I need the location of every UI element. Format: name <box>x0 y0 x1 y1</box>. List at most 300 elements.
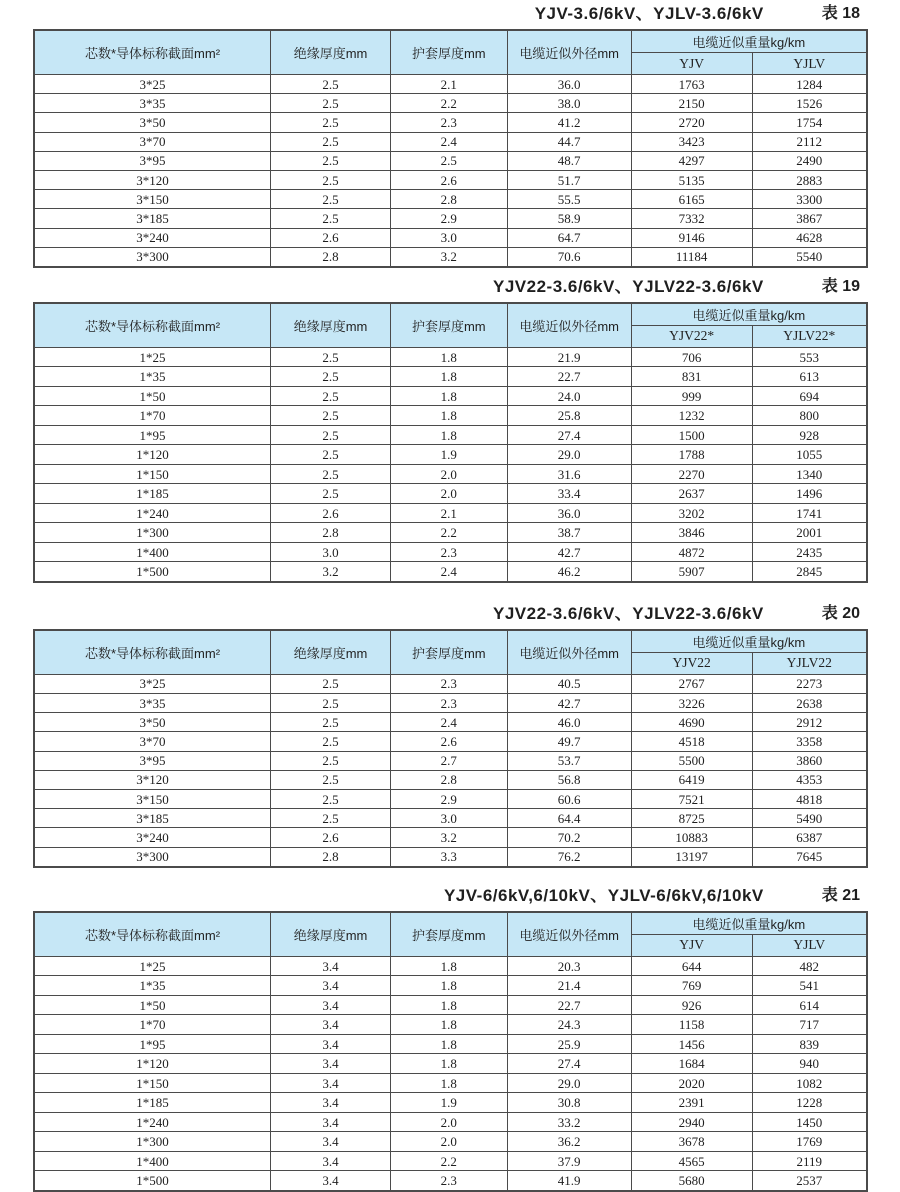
table-cell: 1*240 <box>34 1112 271 1132</box>
table-cell: 27.4 <box>507 1054 631 1074</box>
table-cell: 2.0 <box>391 484 508 504</box>
table-cell: 3*150 <box>34 190 271 209</box>
table-cell: 1496 <box>752 484 867 504</box>
table-cell: 8725 <box>631 809 752 828</box>
col-header-diameter: 电缆近似外径mm <box>507 630 631 675</box>
table-row <box>34 464 867 484</box>
table-cell: 13197 <box>631 847 752 867</box>
table-cell: 21.9 <box>507 347 631 367</box>
table-cell: 800 <box>752 406 867 426</box>
table-cell: 1.8 <box>391 347 508 367</box>
table-cell: 70.6 <box>507 247 631 267</box>
table-row <box>34 1151 867 1171</box>
table-cell: 41.2 <box>507 113 631 132</box>
table-cell: 41.9 <box>507 1171 631 1191</box>
table-cell: 11184 <box>631 247 752 267</box>
table-cell: 644 <box>631 956 752 976</box>
table-row <box>34 132 867 151</box>
table-cell: 22.7 <box>507 995 631 1015</box>
table-row <box>34 809 867 828</box>
table-cell: 2.5 <box>271 790 391 809</box>
col-header-diameter: 电缆近似外径mm <box>507 912 631 957</box>
cable-spec-table <box>33 29 868 268</box>
table-cell: 38.0 <box>507 94 631 113</box>
table-cell: 553 <box>752 347 867 367</box>
table-row <box>34 425 867 445</box>
table-cell: 3358 <box>752 732 867 751</box>
table-row <box>34 170 867 189</box>
cable-table-section-19 <box>33 276 868 583</box>
table-cell: 3*120 <box>34 770 271 789</box>
table-cell: 2.5 <box>271 809 391 828</box>
table-cell: 940 <box>752 1054 867 1074</box>
table-cell: 3678 <box>631 1132 752 1152</box>
table-cell: 1158 <box>631 1015 752 1035</box>
table-row <box>34 113 867 132</box>
table-cell: 2.9 <box>391 790 508 809</box>
table-cell: 1*50 <box>34 995 271 1015</box>
table-cell: 1769 <box>752 1132 867 1152</box>
table-cell: 9146 <box>631 228 752 247</box>
table-cell: 2.5 <box>271 751 391 770</box>
table-cell: 2.0 <box>391 1132 508 1152</box>
table-cell: 3*50 <box>34 113 271 132</box>
table-cell: 36.0 <box>507 503 631 523</box>
table-cell: 2435 <box>752 542 867 562</box>
table-cell: 4872 <box>631 542 752 562</box>
table-cell: 1340 <box>752 464 867 484</box>
table-cell: 3*185 <box>34 809 271 828</box>
table-row <box>34 1073 867 1093</box>
table-cell: 2273 <box>752 674 867 693</box>
cable-spec-table <box>33 302 868 583</box>
table-cell: 613 <box>752 367 867 387</box>
table-cell: 5907 <box>631 562 752 582</box>
table-cell: 2.6 <box>271 503 391 523</box>
table-cell: 10883 <box>631 828 752 847</box>
table-cell: 3.2 <box>391 828 508 847</box>
table-cell: 53.7 <box>507 751 631 770</box>
table-cell: 46.0 <box>507 713 631 732</box>
table-cell: 3*70 <box>34 732 271 751</box>
table-cell: 3.4 <box>271 1171 391 1191</box>
table-cell: 4818 <box>752 790 867 809</box>
table-cell: 1.8 <box>391 976 508 996</box>
table-cell: 1*500 <box>34 1171 271 1191</box>
table-cell: 24.0 <box>507 386 631 406</box>
table-cell: 46.2 <box>507 562 631 582</box>
table-cell: 56.8 <box>507 770 631 789</box>
table-cell: 1754 <box>752 113 867 132</box>
table-cell: 2.6 <box>271 228 391 247</box>
table-row <box>34 94 867 113</box>
table-cell: 1*500 <box>34 562 271 582</box>
table-cell: 30.8 <box>507 1093 631 1113</box>
table-cell: 2.8 <box>271 847 391 867</box>
table-cell: 3*185 <box>34 209 271 228</box>
table-cell: 2.3 <box>391 694 508 713</box>
table-cell: 3.4 <box>271 1015 391 1035</box>
table-cell: 2.5 <box>271 367 391 387</box>
table-cell: 2.0 <box>391 464 508 484</box>
table-cell: 42.7 <box>507 694 631 713</box>
table-row <box>34 1034 867 1054</box>
table-cell: 1*95 <box>34 1034 271 1054</box>
col-header-weight-group: 电缆近似重量kg/km <box>631 303 867 326</box>
table-cell: 2.5 <box>271 113 391 132</box>
table-row <box>34 1112 867 1132</box>
table-cell: 4518 <box>631 732 752 751</box>
table-cell: 3*95 <box>34 751 271 770</box>
table-cell: 3*240 <box>34 228 271 247</box>
table-cell: 614 <box>752 995 867 1015</box>
table-cell: 926 <box>631 995 752 1015</box>
table-row <box>34 828 867 847</box>
table-cell: 21.4 <box>507 976 631 996</box>
table-row <box>34 674 867 693</box>
table-cell: 2.5 <box>271 674 391 693</box>
table-cell: 2537 <box>752 1171 867 1191</box>
table-row <box>34 1093 867 1113</box>
table-cell: 1.9 <box>391 1093 508 1113</box>
table-cell: 5500 <box>631 751 752 770</box>
table-cell: 1684 <box>631 1054 752 1074</box>
table-cell: 1*70 <box>34 1015 271 1035</box>
table-cell: 33.2 <box>507 1112 631 1132</box>
table-row <box>34 1132 867 1152</box>
table-cell: 2.5 <box>271 151 391 170</box>
table-cell: 717 <box>752 1015 867 1035</box>
table-cell: 24.3 <box>507 1015 631 1035</box>
table-cell: 2.1 <box>391 75 508 94</box>
table-cell: 3226 <box>631 694 752 713</box>
table-number: 表 19 <box>821 277 860 295</box>
table-cell: 2940 <box>631 1112 752 1132</box>
table-cell: 3*25 <box>34 674 271 693</box>
table-cell: 1.8 <box>391 406 508 426</box>
table-cell: 2.5 <box>271 347 391 367</box>
table-cell: 2.2 <box>391 1151 508 1171</box>
table-row <box>34 406 867 426</box>
table-cell: 33.4 <box>507 484 631 504</box>
col-header-weight-group: 电缆近似重量kg/km <box>631 912 867 935</box>
table-cell: 2.4 <box>391 713 508 732</box>
table-row <box>34 209 867 228</box>
table-cell: 76.2 <box>507 847 631 867</box>
table-cell: 2.5 <box>271 94 391 113</box>
table-row <box>34 484 867 504</box>
table-row <box>34 751 867 770</box>
table-header <box>34 30 867 75</box>
table-cell: 3*240 <box>34 828 271 847</box>
table-cell: 25.9 <box>507 1034 631 1054</box>
table-cell: 1*150 <box>34 464 271 484</box>
table-cell: 2.5 <box>271 713 391 732</box>
table-row <box>34 562 867 582</box>
table-cell: 1.9 <box>391 445 508 465</box>
table-cell: 20.3 <box>507 956 631 976</box>
table-cell: 3.4 <box>271 1093 391 1113</box>
cable-table-section-20 <box>33 603 868 868</box>
table-cell: 2.5 <box>391 151 508 170</box>
col-header-sheath: 护套厚度mm <box>391 912 508 957</box>
table-cell: 3846 <box>631 523 752 543</box>
table-row <box>34 542 867 562</box>
col-header-spec: 芯数*导体标称截面mm² <box>34 30 271 75</box>
table-cell: 5490 <box>752 809 867 828</box>
table-cell: 1*185 <box>34 484 271 504</box>
col-header-spec: 芯数*导体标称截面mm² <box>34 630 271 675</box>
table-cell: 1*120 <box>34 445 271 465</box>
table-title-row <box>33 885 868 907</box>
table-cell: 29.0 <box>507 1073 631 1093</box>
col-header-sheath: 护套厚度mm <box>391 630 508 675</box>
table-row <box>34 995 867 1015</box>
table-cell: 3.4 <box>271 1151 391 1171</box>
col-header-weight-yjv: YJV <box>631 934 752 956</box>
table-cell: 3.0 <box>271 542 391 562</box>
table-row <box>34 151 867 170</box>
table-row <box>34 386 867 406</box>
table-cell: 1*240 <box>34 503 271 523</box>
table-row <box>34 190 867 209</box>
table-cell: 1.8 <box>391 1054 508 1074</box>
table-cell: 2.5 <box>271 484 391 504</box>
table-cell: 2.1 <box>391 503 508 523</box>
table-cell: 2.3 <box>391 542 508 562</box>
table-cell: 4565 <box>631 1151 752 1171</box>
table-cell: 27.4 <box>507 425 631 445</box>
table-cell: 1.8 <box>391 995 508 1015</box>
col-header-insulation: 绝缘厚度mm <box>271 303 391 348</box>
table-cell: 3.4 <box>271 995 391 1015</box>
table-cell: 2767 <box>631 674 752 693</box>
cable-table-section-18 <box>33 3 868 268</box>
table-cell: 3.0 <box>391 228 508 247</box>
table-cell: 44.7 <box>507 132 631 151</box>
table-cell: 2.2 <box>391 94 508 113</box>
table-cell: 2.2 <box>391 523 508 543</box>
table-cell: 1.8 <box>391 1015 508 1035</box>
table-cell: 1*400 <box>34 542 271 562</box>
table-cell: 5135 <box>631 170 752 189</box>
table-cell: 769 <box>631 976 752 996</box>
table-cell: 1228 <box>752 1093 867 1113</box>
table-body <box>34 956 867 1191</box>
table-cell: 2.4 <box>391 132 508 151</box>
table-cell: 2883 <box>752 170 867 189</box>
table-cell: 40.5 <box>507 674 631 693</box>
table-cell: 1*300 <box>34 1132 271 1152</box>
table-cell: 29.0 <box>507 445 631 465</box>
table-cell: 4353 <box>752 770 867 789</box>
table-cell: 2.5 <box>271 464 391 484</box>
table-cell: 7521 <box>631 790 752 809</box>
table-cell: 1.8 <box>391 386 508 406</box>
table-cell: 3.4 <box>271 1132 391 1152</box>
col-header-weight-yjv22: YJV22* <box>631 325 752 347</box>
table-cell: 2.4 <box>391 562 508 582</box>
table-number: 表 18 <box>821 5 860 22</box>
table-cell: 1*300 <box>34 523 271 543</box>
table-cell: 1232 <box>631 406 752 426</box>
col-header-weight-yjlv: YJLV <box>752 934 867 956</box>
table-row <box>34 847 867 867</box>
table-cell: 1500 <box>631 425 752 445</box>
table-cell: 3*120 <box>34 170 271 189</box>
table-cell: 2.3 <box>391 1171 508 1191</box>
col-header-weight-group: 电缆近似重量kg/km <box>631 30 867 53</box>
table-cell: 3202 <box>631 503 752 523</box>
table-title: YJV22-3.6/6kV、YJLV22-3.6/6kV <box>493 603 764 623</box>
table-cell: 2720 <box>631 113 752 132</box>
table-cell: 4628 <box>752 228 867 247</box>
table-cell: 1450 <box>752 1112 867 1132</box>
col-header-weight-yjv: YJV <box>631 53 752 75</box>
table-body <box>34 75 867 267</box>
table-cell: 37.9 <box>507 1151 631 1171</box>
table-header <box>34 630 867 675</box>
table-cell: 2.5 <box>271 732 391 751</box>
table-cell: 694 <box>752 386 867 406</box>
table-cell: 2.5 <box>271 190 391 209</box>
table-cell: 2.6 <box>391 170 508 189</box>
table-cell: 1788 <box>631 445 752 465</box>
table-cell: 7332 <box>631 209 752 228</box>
table-row <box>34 347 867 367</box>
table-cell: 2.5 <box>271 209 391 228</box>
table-cell: 3.0 <box>391 809 508 828</box>
table-cell: 5680 <box>631 1171 752 1191</box>
table-cell: 2637 <box>631 484 752 504</box>
table-cell: 3.4 <box>271 1054 391 1074</box>
table-cell: 3867 <box>752 209 867 228</box>
table-cell: 2.8 <box>271 247 391 267</box>
table-cell: 2.8 <box>391 770 508 789</box>
table-cell: 3*25 <box>34 75 271 94</box>
table-row <box>34 503 867 523</box>
table-cell: 3423 <box>631 132 752 151</box>
table-row <box>34 956 867 976</box>
table-cell: 1526 <box>752 94 867 113</box>
table-row <box>34 1015 867 1035</box>
table-row <box>34 770 867 789</box>
table-cell: 2.8 <box>271 523 391 543</box>
table-body <box>34 347 867 582</box>
table-cell: 3.3 <box>391 847 508 867</box>
col-header-spec: 芯数*导体标称截面mm² <box>34 912 271 957</box>
table-cell: 2.5 <box>271 406 391 426</box>
table-header <box>34 912 867 957</box>
table-cell: 1*95 <box>34 425 271 445</box>
table-cell: 3*35 <box>34 94 271 113</box>
table-cell: 2001 <box>752 523 867 543</box>
table-cell: 482 <box>752 956 867 976</box>
table-cell: 6387 <box>752 828 867 847</box>
table-cell: 58.9 <box>507 209 631 228</box>
table-cell: 60.6 <box>507 790 631 809</box>
table-cell: 64.7 <box>507 228 631 247</box>
table-cell: 3.4 <box>271 956 391 976</box>
col-header-weight-yjv22: YJV22 <box>631 652 752 674</box>
table-cell: 1*120 <box>34 1054 271 1074</box>
table-cell: 2.5 <box>271 694 391 713</box>
table-row <box>34 367 867 387</box>
table-cell: 1*25 <box>34 956 271 976</box>
table-cell: 3.4 <box>271 976 391 996</box>
table-cell: 3860 <box>752 751 867 770</box>
table-cell: 2912 <box>752 713 867 732</box>
table-cell: 2270 <box>631 464 752 484</box>
col-header-sheath: 护套厚度mm <box>391 30 508 75</box>
col-header-insulation: 绝缘厚度mm <box>271 912 391 957</box>
col-header-weight-yjlv22: YJLV22 <box>752 652 867 674</box>
table-row <box>34 523 867 543</box>
table-cell: 2.5 <box>271 386 391 406</box>
table-cell: 1.8 <box>391 956 508 976</box>
col-header-sheath: 护套厚度mm <box>391 303 508 348</box>
table-cell: 7645 <box>752 847 867 867</box>
table-header <box>34 303 867 348</box>
table-row <box>34 713 867 732</box>
table-cell: 3.2 <box>391 247 508 267</box>
table-cell: 31.6 <box>507 464 631 484</box>
table-cell: 36.0 <box>507 75 631 94</box>
table-cell: 3*300 <box>34 247 271 267</box>
col-header-spec: 芯数*导体标称截面mm² <box>34 303 271 348</box>
table-row <box>34 1054 867 1074</box>
table-cell: 1*35 <box>34 367 271 387</box>
table-cell: 2.7 <box>391 751 508 770</box>
table-cell: 1*400 <box>34 1151 271 1171</box>
table-cell: 1284 <box>752 75 867 94</box>
table-cell: 3*300 <box>34 847 271 867</box>
table-cell: 2391 <box>631 1093 752 1113</box>
col-header-insulation: 绝缘厚度mm <box>271 30 391 75</box>
table-cell: 2.0 <box>391 1112 508 1132</box>
cable-table-section-21 <box>33 885 868 1192</box>
table-row <box>34 75 867 94</box>
table-title: YJV-6/6kV,6/10kV、YJLV-6/6kV,6/10kV <box>443 885 764 905</box>
table-cell: 3*150 <box>34 790 271 809</box>
table-cell: 55.5 <box>507 190 631 209</box>
table-row <box>34 228 867 247</box>
table-cell: 2.9 <box>391 209 508 228</box>
table-cell: 1*150 <box>34 1073 271 1093</box>
table-row <box>34 1171 867 1191</box>
table-title-row <box>33 603 868 625</box>
table-cell: 3.4 <box>271 1073 391 1093</box>
table-cell: 1*25 <box>34 347 271 367</box>
table-cell: 51.7 <box>507 170 631 189</box>
col-header-insulation: 绝缘厚度mm <box>271 630 391 675</box>
table-cell: 2112 <box>752 132 867 151</box>
table-cell: 3.4 <box>271 1112 391 1132</box>
table-cell: 3*70 <box>34 132 271 151</box>
table-number: 表 21 <box>821 886 860 904</box>
table-cell: 5540 <box>752 247 867 267</box>
table-cell: 1.8 <box>391 1034 508 1054</box>
table-row <box>34 247 867 267</box>
table-cell: 2845 <box>752 562 867 582</box>
table-cell: 2490 <box>752 151 867 170</box>
table-cell: 1082 <box>752 1073 867 1093</box>
table-body <box>34 674 867 866</box>
col-header-diameter: 电缆近似外径mm <box>507 30 631 75</box>
table-cell: 49.7 <box>507 732 631 751</box>
table-number: 表 20 <box>821 604 860 622</box>
table-cell: 36.2 <box>507 1132 631 1152</box>
